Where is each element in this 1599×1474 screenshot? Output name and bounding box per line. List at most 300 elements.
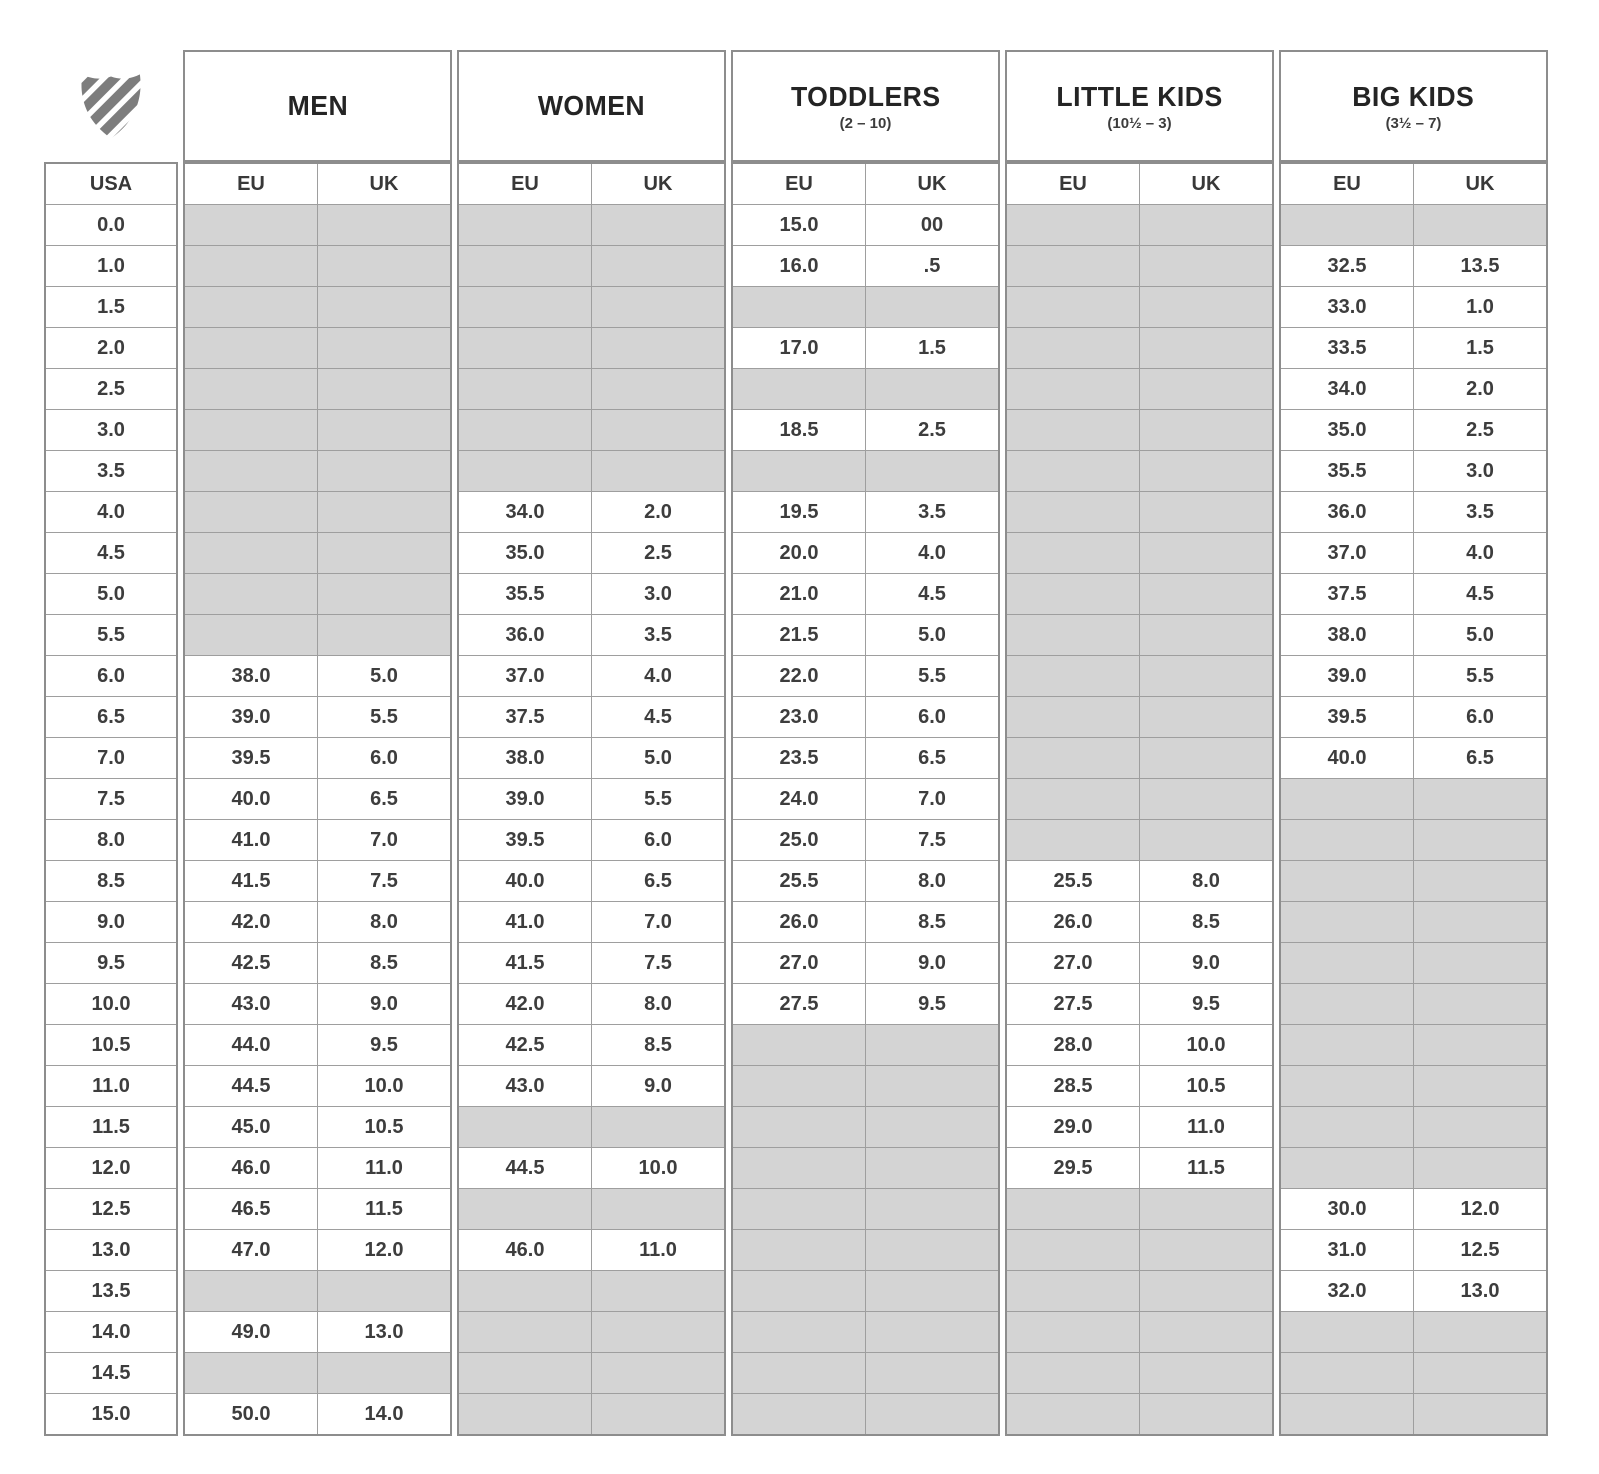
empty-size-cell bbox=[592, 328, 724, 368]
size-cell: 21.0 bbox=[733, 574, 865, 614]
size-cell: 7.0 bbox=[592, 902, 724, 942]
empty-size-cell bbox=[1140, 533, 1272, 573]
group-subtitle: (3½ – 7) bbox=[1385, 114, 1442, 132]
empty-size-cell bbox=[318, 328, 450, 368]
empty-size-cell bbox=[1140, 1353, 1272, 1393]
size-cell: 41.0 bbox=[459, 902, 591, 942]
size-cell: 10.0 bbox=[1140, 1025, 1272, 1065]
empty-size-cell bbox=[185, 369, 317, 409]
empty-size-cell bbox=[459, 205, 591, 245]
size-cell: 4.5 bbox=[592, 697, 724, 737]
empty-size-cell bbox=[733, 1230, 865, 1270]
size-cell: 4.0 bbox=[866, 533, 998, 573]
empty-size-cell bbox=[733, 1394, 865, 1434]
size-cell: 8.0 bbox=[592, 984, 724, 1024]
size-cell: 14.5 bbox=[46, 1353, 176, 1393]
size-cell: 9.0 bbox=[318, 984, 450, 1024]
size-cell: 12.0 bbox=[318, 1230, 450, 1270]
size-cell: 39.5 bbox=[459, 820, 591, 860]
size-cell: 4.5 bbox=[46, 533, 176, 573]
size-cell: 9.0 bbox=[866, 943, 998, 983]
empty-size-cell bbox=[1007, 697, 1139, 737]
empty-size-cell bbox=[866, 287, 998, 327]
size-cell: 9.5 bbox=[1140, 984, 1272, 1024]
brand-logo-box bbox=[44, 50, 178, 162]
size-cell: 12.0 bbox=[1414, 1189, 1546, 1229]
size-cell: 16.0 bbox=[733, 246, 865, 286]
size-cell: 11.0 bbox=[1140, 1107, 1272, 1147]
empty-size-cell bbox=[1281, 205, 1413, 245]
size-cell: 45.0 bbox=[185, 1107, 317, 1147]
size-cell: 23.0 bbox=[733, 697, 865, 737]
empty-size-cell bbox=[1007, 1312, 1139, 1352]
size-cell: 9.0 bbox=[46, 902, 176, 942]
empty-size-cell bbox=[733, 1025, 865, 1065]
size-cell: 13.0 bbox=[46, 1230, 176, 1270]
size-cell: 1.5 bbox=[866, 328, 998, 368]
size-cell: 43.0 bbox=[185, 984, 317, 1024]
empty-size-cell bbox=[318, 287, 450, 327]
empty-size-cell bbox=[1140, 1312, 1272, 1352]
empty-size-cell bbox=[318, 574, 450, 614]
empty-size-cell bbox=[459, 1353, 591, 1393]
size-cell: 11.5 bbox=[1140, 1148, 1272, 1188]
size-cell: 5.5 bbox=[46, 615, 176, 655]
size-cell: 27.5 bbox=[1007, 984, 1139, 1024]
empty-size-cell bbox=[866, 369, 998, 409]
column-header-eu: EU bbox=[1281, 164, 1413, 204]
column-header-uk: UK bbox=[866, 164, 998, 204]
empty-size-cell bbox=[1140, 1189, 1272, 1229]
empty-size-cell bbox=[1007, 738, 1139, 778]
size-cell: 13.0 bbox=[318, 1312, 450, 1352]
empty-size-cell bbox=[185, 451, 317, 491]
empty-size-cell bbox=[318, 205, 450, 245]
empty-size-cell bbox=[318, 369, 450, 409]
size-cell: 26.0 bbox=[733, 902, 865, 942]
column-header-eu: EU bbox=[459, 164, 591, 204]
size-cell: 10.0 bbox=[592, 1148, 724, 1188]
size-cell: 9.5 bbox=[318, 1025, 450, 1065]
empty-size-cell bbox=[592, 205, 724, 245]
size-cell: 42.5 bbox=[185, 943, 317, 983]
size-cell: 33.0 bbox=[1281, 287, 1413, 327]
empty-size-cell bbox=[185, 492, 317, 532]
size-cell: 15.0 bbox=[733, 205, 865, 245]
size-cell: 32.5 bbox=[1281, 246, 1413, 286]
size-cell: 2.5 bbox=[592, 533, 724, 573]
size-cell: 35.5 bbox=[1281, 451, 1413, 491]
size-cell: 42.0 bbox=[185, 902, 317, 942]
size-cell: 4.0 bbox=[1414, 533, 1546, 573]
men-panel bbox=[183, 50, 452, 1436]
size-cell: 10.5 bbox=[46, 1025, 176, 1065]
empty-size-cell bbox=[1007, 246, 1139, 286]
size-cell: 11.0 bbox=[46, 1066, 176, 1106]
empty-size-cell bbox=[733, 1353, 865, 1393]
size-cell: 6.0 bbox=[46, 656, 176, 696]
empty-size-cell bbox=[1281, 1353, 1413, 1393]
empty-size-cell bbox=[1281, 1107, 1413, 1147]
empty-size-cell bbox=[459, 369, 591, 409]
size-cell: 35.0 bbox=[1281, 410, 1413, 450]
empty-size-cell bbox=[1281, 984, 1413, 1024]
empty-size-cell bbox=[592, 1271, 724, 1311]
empty-size-cell bbox=[185, 205, 317, 245]
size-cell: 24.0 bbox=[733, 779, 865, 819]
empty-size-cell bbox=[185, 287, 317, 327]
group-title: BIG KIDS bbox=[1352, 80, 1475, 112]
empty-size-cell bbox=[733, 1189, 865, 1229]
size-cell: 36.0 bbox=[459, 615, 591, 655]
size-cell: 11.5 bbox=[318, 1189, 450, 1229]
empty-size-cell bbox=[459, 1271, 591, 1311]
size-cell: 1.5 bbox=[46, 287, 176, 327]
column-header-uk: UK bbox=[1140, 164, 1272, 204]
empty-size-cell bbox=[592, 1394, 724, 1434]
size-cell: 9.0 bbox=[592, 1066, 724, 1106]
size-cell: 5.5 bbox=[866, 656, 998, 696]
empty-size-cell bbox=[733, 287, 865, 327]
size-cell: 40.0 bbox=[185, 779, 317, 819]
group-subtitle: (10½ – 3) bbox=[1107, 114, 1172, 132]
empty-size-cell bbox=[866, 1312, 998, 1352]
size-cell: 13.0 bbox=[1414, 1271, 1546, 1311]
empty-size-cell bbox=[318, 615, 450, 655]
group-title: TODDLERS bbox=[790, 80, 941, 112]
size-cell: 0.0 bbox=[46, 205, 176, 245]
empty-size-cell bbox=[1281, 902, 1413, 942]
empty-size-cell bbox=[1007, 410, 1139, 450]
column-header-eu: EU bbox=[185, 164, 317, 204]
empty-size-cell bbox=[733, 1312, 865, 1352]
size-cell: 46.0 bbox=[459, 1230, 591, 1270]
column-header-eu: EU bbox=[733, 164, 865, 204]
column-header-usa: USA bbox=[46, 164, 176, 204]
empty-size-cell bbox=[185, 1353, 317, 1393]
empty-size-cell bbox=[1414, 943, 1546, 983]
size-cell: 27.5 bbox=[733, 984, 865, 1024]
size-cell: 1.0 bbox=[1414, 287, 1546, 327]
column-header-eu: EU bbox=[1007, 164, 1139, 204]
size-cell: 10.0 bbox=[46, 984, 176, 1024]
empty-size-cell bbox=[866, 1189, 998, 1229]
size-cell: 3.5 bbox=[592, 615, 724, 655]
size-cell: 00 bbox=[866, 205, 998, 245]
size-cell: 8.0 bbox=[318, 902, 450, 942]
women-table bbox=[457, 162, 726, 1436]
toddlers-group-header bbox=[731, 50, 1000, 162]
size-cell: 37.5 bbox=[459, 697, 591, 737]
size-cell: 2.5 bbox=[1414, 410, 1546, 450]
empty-size-cell bbox=[592, 1312, 724, 1352]
empty-size-cell bbox=[459, 1394, 591, 1434]
empty-size-cell bbox=[459, 1189, 591, 1229]
size-cell: 6.5 bbox=[866, 738, 998, 778]
size-cell: 44.5 bbox=[185, 1066, 317, 1106]
size-cell: 6.5 bbox=[46, 697, 176, 737]
size-cell: 6.0 bbox=[592, 820, 724, 860]
size-cell: 14.0 bbox=[46, 1312, 176, 1352]
empty-size-cell bbox=[1007, 820, 1139, 860]
size-cell: 2.5 bbox=[866, 410, 998, 450]
empty-size-cell bbox=[592, 1189, 724, 1229]
empty-size-cell bbox=[1007, 205, 1139, 245]
size-cell: 11.0 bbox=[592, 1230, 724, 1270]
size-cell: 12.0 bbox=[46, 1148, 176, 1188]
k-swiss-shield-icon bbox=[78, 66, 144, 146]
size-cell: 11.0 bbox=[318, 1148, 450, 1188]
size-cell: 7.0 bbox=[46, 738, 176, 778]
empty-size-cell bbox=[1281, 820, 1413, 860]
empty-size-cell bbox=[459, 1107, 591, 1147]
empty-size-cell bbox=[1140, 451, 1272, 491]
empty-size-cell bbox=[1007, 656, 1139, 696]
empty-size-cell bbox=[1281, 1394, 1413, 1434]
big-kids-group-header bbox=[1279, 50, 1548, 162]
group-title: MEN bbox=[287, 90, 348, 121]
size-cell: 7.5 bbox=[318, 861, 450, 901]
empty-size-cell bbox=[1414, 820, 1546, 860]
size-cell: 3.5 bbox=[46, 451, 176, 491]
empty-size-cell bbox=[1140, 574, 1272, 614]
size-cell: 49.0 bbox=[185, 1312, 317, 1352]
size-cell: 38.0 bbox=[1281, 615, 1413, 655]
size-cell: 10.0 bbox=[318, 1066, 450, 1106]
empty-size-cell bbox=[318, 451, 450, 491]
size-cell: 13.5 bbox=[46, 1271, 176, 1311]
size-cell: 4.0 bbox=[46, 492, 176, 532]
size-cell: 4.0 bbox=[592, 656, 724, 696]
empty-size-cell bbox=[1007, 328, 1139, 368]
empty-size-cell bbox=[866, 1107, 998, 1147]
empty-size-cell bbox=[1140, 492, 1272, 532]
size-cell: 8.5 bbox=[318, 943, 450, 983]
size-cell: 46.5 bbox=[185, 1189, 317, 1229]
usa-panel bbox=[44, 50, 178, 1436]
size-cell: 5.0 bbox=[318, 656, 450, 696]
size-cell: 15.0 bbox=[46, 1394, 176, 1434]
empty-size-cell bbox=[866, 1148, 998, 1188]
empty-size-cell bbox=[459, 287, 591, 327]
empty-size-cell bbox=[592, 1107, 724, 1147]
empty-size-cell bbox=[866, 1394, 998, 1434]
size-cell: 3.0 bbox=[1414, 451, 1546, 491]
size-cell: 4.5 bbox=[1414, 574, 1546, 614]
empty-size-cell bbox=[733, 451, 865, 491]
size-cell: 1.5 bbox=[1414, 328, 1546, 368]
size-cell: 35.0 bbox=[459, 533, 591, 573]
empty-size-cell bbox=[592, 246, 724, 286]
size-cell: 7.0 bbox=[866, 779, 998, 819]
size-cell: 37.0 bbox=[1281, 533, 1413, 573]
size-cell: 39.0 bbox=[185, 697, 317, 737]
size-cell: 3.5 bbox=[866, 492, 998, 532]
empty-size-cell bbox=[1414, 861, 1546, 901]
size-cell: 22.0 bbox=[733, 656, 865, 696]
size-cell: 50.0 bbox=[185, 1394, 317, 1434]
size-cell: 36.0 bbox=[1281, 492, 1413, 532]
empty-size-cell bbox=[866, 451, 998, 491]
empty-size-cell bbox=[1007, 615, 1139, 655]
size-cell: 41.0 bbox=[185, 820, 317, 860]
column-header-uk: UK bbox=[318, 164, 450, 204]
empty-size-cell bbox=[1007, 574, 1139, 614]
empty-size-cell bbox=[185, 328, 317, 368]
size-cell: 31.0 bbox=[1281, 1230, 1413, 1270]
empty-size-cell bbox=[1007, 1271, 1139, 1311]
size-cell: 39.5 bbox=[1281, 697, 1413, 737]
group-title: WOMEN bbox=[537, 90, 646, 121]
size-cell: 33.5 bbox=[1281, 328, 1413, 368]
empty-size-cell bbox=[318, 246, 450, 286]
empty-size-cell bbox=[1007, 533, 1139, 573]
size-cell: 9.0 bbox=[1140, 943, 1272, 983]
size-cell: 46.0 bbox=[185, 1148, 317, 1188]
empty-size-cell bbox=[866, 1271, 998, 1311]
size-cell: 29.0 bbox=[1007, 1107, 1139, 1147]
empty-size-cell bbox=[1281, 1066, 1413, 1106]
empty-size-cell bbox=[592, 1353, 724, 1393]
size-cell: 41.5 bbox=[459, 943, 591, 983]
size-cell: .5 bbox=[866, 246, 998, 286]
size-cell: 9.5 bbox=[46, 943, 176, 983]
empty-size-cell bbox=[1007, 492, 1139, 532]
size-cell: 4.5 bbox=[866, 574, 998, 614]
empty-size-cell bbox=[1007, 1189, 1139, 1229]
empty-size-cell bbox=[318, 533, 450, 573]
size-cell: 34.0 bbox=[459, 492, 591, 532]
usa-table bbox=[44, 162, 178, 1436]
empty-size-cell bbox=[1281, 779, 1413, 819]
empty-size-cell bbox=[1007, 451, 1139, 491]
empty-size-cell bbox=[1281, 861, 1413, 901]
empty-size-cell bbox=[185, 246, 317, 286]
empty-size-cell bbox=[1140, 738, 1272, 778]
empty-size-cell bbox=[1140, 369, 1272, 409]
empty-size-cell bbox=[1414, 1148, 1546, 1188]
size-cell: 35.5 bbox=[459, 574, 591, 614]
size-cell: 11.5 bbox=[46, 1107, 176, 1147]
size-cell: 38.0 bbox=[459, 738, 591, 778]
group-subtitle: (2 – 10) bbox=[839, 114, 892, 132]
size-cell: 2.5 bbox=[46, 369, 176, 409]
size-cell: 7.5 bbox=[46, 779, 176, 819]
size-cell: 6.5 bbox=[318, 779, 450, 819]
empty-size-cell bbox=[459, 246, 591, 286]
empty-size-cell bbox=[866, 1353, 998, 1393]
size-cell: 17.0 bbox=[733, 328, 865, 368]
size-cell: 5.0 bbox=[46, 574, 176, 614]
big-kids-table bbox=[1279, 162, 1548, 1436]
empty-size-cell bbox=[459, 410, 591, 450]
size-cell: 26.0 bbox=[1007, 902, 1139, 942]
size-cell: 5.0 bbox=[866, 615, 998, 655]
group-title: LITTLE KIDS bbox=[1056, 80, 1223, 112]
size-cell: 13.5 bbox=[1414, 246, 1546, 286]
size-cell: 40.0 bbox=[1281, 738, 1413, 778]
size-cell: 34.0 bbox=[1281, 369, 1413, 409]
empty-size-cell bbox=[459, 1312, 591, 1352]
size-cell: 8.5 bbox=[592, 1025, 724, 1065]
toddlers-table bbox=[731, 162, 1000, 1436]
size-cell: 12.5 bbox=[1414, 1230, 1546, 1270]
empty-size-cell bbox=[1414, 1312, 1546, 1352]
empty-size-cell bbox=[1281, 1025, 1413, 1065]
empty-size-cell bbox=[1414, 1394, 1546, 1434]
size-cell: 6.0 bbox=[1414, 697, 1546, 737]
little-kids-table bbox=[1005, 162, 1274, 1436]
size-cell: 2.0 bbox=[46, 328, 176, 368]
size-cell: 6.0 bbox=[318, 738, 450, 778]
size-cell: 5.5 bbox=[318, 697, 450, 737]
empty-size-cell bbox=[185, 615, 317, 655]
column-header-uk: UK bbox=[1414, 164, 1546, 204]
size-cell: 8.0 bbox=[866, 861, 998, 901]
size-cell: 8.0 bbox=[1140, 861, 1272, 901]
empty-size-cell bbox=[1414, 1107, 1546, 1147]
empty-size-cell bbox=[733, 1066, 865, 1106]
empty-size-cell bbox=[1140, 615, 1272, 655]
size-cell: 39.5 bbox=[185, 738, 317, 778]
empty-size-cell bbox=[1007, 779, 1139, 819]
empty-size-cell bbox=[1414, 1025, 1546, 1065]
size-cell: 7.0 bbox=[318, 820, 450, 860]
empty-size-cell bbox=[1140, 656, 1272, 696]
empty-size-cell bbox=[1140, 410, 1272, 450]
empty-size-cell bbox=[1140, 779, 1272, 819]
empty-size-cell bbox=[1414, 984, 1546, 1024]
size-cell: 27.0 bbox=[733, 943, 865, 983]
size-cell: 40.0 bbox=[459, 861, 591, 901]
size-cell: 23.5 bbox=[733, 738, 865, 778]
size-cell: 2.0 bbox=[592, 492, 724, 532]
empty-size-cell bbox=[1414, 902, 1546, 942]
empty-size-cell bbox=[1140, 820, 1272, 860]
empty-size-cell bbox=[1140, 205, 1272, 245]
size-cell: 21.5 bbox=[733, 615, 865, 655]
empty-size-cell bbox=[1414, 779, 1546, 819]
empty-size-cell bbox=[318, 1271, 450, 1311]
size-cell: 5.5 bbox=[592, 779, 724, 819]
empty-size-cell bbox=[592, 410, 724, 450]
big-kids-panel bbox=[1279, 50, 1548, 1436]
empty-size-cell bbox=[1007, 1230, 1139, 1270]
size-cell: 5.0 bbox=[592, 738, 724, 778]
size-cell: 5.5 bbox=[1414, 656, 1546, 696]
size-cell: 1.0 bbox=[46, 246, 176, 286]
size-cell: 7.5 bbox=[866, 820, 998, 860]
size-cell: 12.5 bbox=[46, 1189, 176, 1229]
empty-size-cell bbox=[1140, 1394, 1272, 1434]
toddlers-panel bbox=[731, 50, 1000, 1436]
size-cell: 28.5 bbox=[1007, 1066, 1139, 1106]
size-cell: 5.0 bbox=[1414, 615, 1546, 655]
empty-size-cell bbox=[185, 574, 317, 614]
empty-size-cell bbox=[1140, 697, 1272, 737]
empty-size-cell bbox=[459, 451, 591, 491]
size-cell: 37.0 bbox=[459, 656, 591, 696]
size-cell: 18.5 bbox=[733, 410, 865, 450]
size-cell: 6.5 bbox=[1414, 738, 1546, 778]
size-cell: 8.5 bbox=[46, 861, 176, 901]
size-cell: 14.0 bbox=[318, 1394, 450, 1434]
empty-size-cell bbox=[733, 1148, 865, 1188]
size-cell: 6.0 bbox=[866, 697, 998, 737]
size-cell: 39.0 bbox=[1281, 656, 1413, 696]
empty-size-cell bbox=[592, 369, 724, 409]
size-cell: 2.0 bbox=[1414, 369, 1546, 409]
